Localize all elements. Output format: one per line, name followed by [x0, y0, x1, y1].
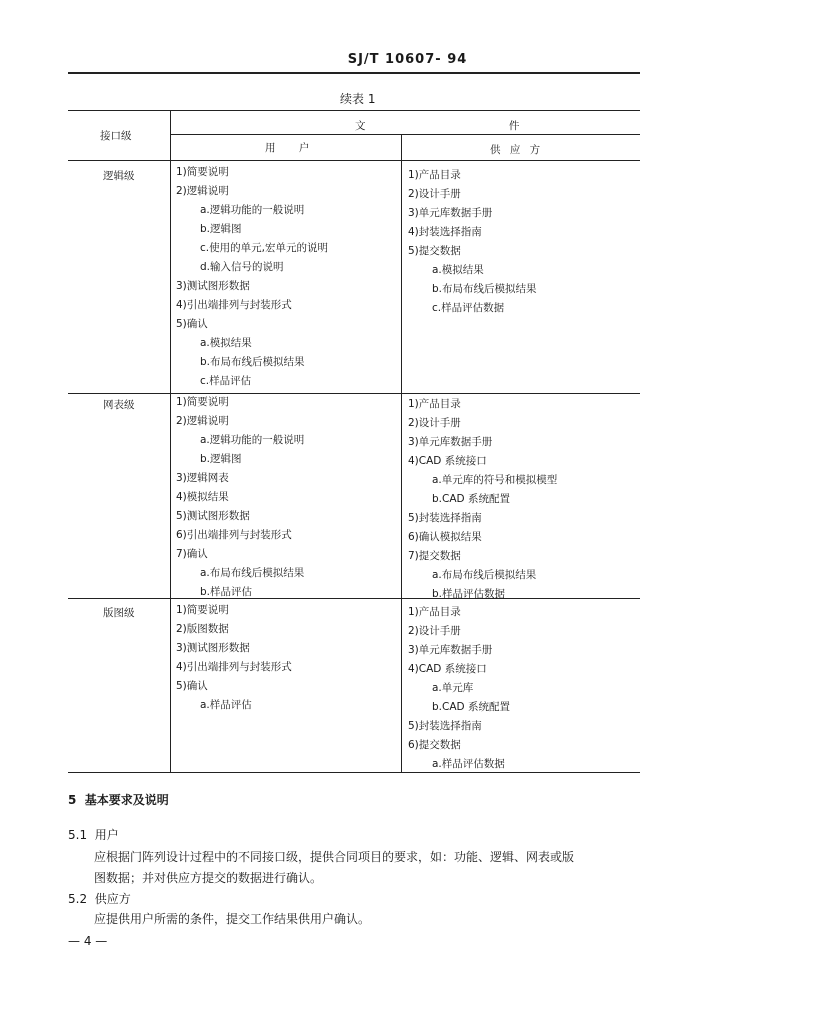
col-header-user: 用 户 [265, 142, 320, 154]
row-layout-supplier-items [408, 603, 510, 774]
table-top-rule [68, 110, 640, 111]
list-item: 2)设计手册 [408, 188, 461, 200]
list-item: b.样品评估数据 [432, 588, 506, 600]
list-item: 2)版图数据 [176, 623, 229, 635]
list-item: 1)简要说明 [176, 604, 229, 616]
list-item: 5)测试图形数据 [176, 510, 250, 522]
section-5-2-heading: 5.2 供应方 [68, 892, 131, 906]
list-item: 5)确认 [176, 680, 208, 692]
row1-bottom-rule [68, 393, 640, 394]
list-item: 4)模拟结果 [176, 491, 229, 503]
doc-subheader-rule [170, 134, 640, 135]
list-item: a.布局布线后模拟结果 [200, 567, 305, 579]
col-header-document: 文 件 [355, 120, 590, 132]
header-rule [68, 72, 640, 74]
section-5-1-text [68, 847, 640, 889]
list-item: 3)单元库数据手册 [408, 644, 493, 656]
row-level-netlist: 网表级 [103, 399, 135, 411]
list-item: 2)设计手册 [408, 417, 461, 429]
page-number: — 4 — [68, 934, 108, 948]
list-item: 6)提交数据 [408, 739, 461, 751]
list-item: 5)提交数据 [408, 245, 461, 257]
row-netlist-supplier-items [408, 395, 557, 604]
middle-vertical-rule [401, 134, 402, 772]
list-item: 6)确认模拟结果 [408, 531, 482, 543]
list-item: a.模拟结果 [200, 337, 252, 349]
list-item: a.逻辑功能的一般说明 [200, 204, 305, 216]
standard-code: SJ/T 10607- 94 [347, 52, 468, 67]
col-header-level: 接口级 [100, 130, 132, 142]
list-item: 7)提交数据 [408, 550, 461, 562]
list-item: 6)引出端排列与封装形式 [176, 529, 292, 541]
list-item: a.样品评估数据 [432, 758, 505, 770]
list-item: a.逻辑功能的一般说明 [200, 434, 305, 446]
list-item: 2)设计手册 [408, 625, 461, 637]
list-item: c.样品评估数据 [432, 302, 505, 314]
section-5-2-text: 应提供用户所需的条件，提交工作结果供用户确认。 [94, 912, 371, 926]
header-bottom-rule [68, 160, 640, 161]
list-item: 3)测试图形数据 [176, 280, 250, 292]
table-caption: 续表 1 [340, 92, 376, 106]
list-item: 5)确认 [176, 318, 208, 330]
list-item: a.样品评估 [200, 699, 252, 711]
section-5-heading: 5 基本要求及说明 [68, 793, 169, 807]
list-item: a.模拟结果 [432, 264, 484, 276]
paragraph-line: 应根据门阵列设计过程中的不同接口级，提供合同项目的要求，如：功能、逻辑、网表或版 [94, 850, 575, 864]
list-item: 2)逻辑说明 [176, 185, 229, 197]
paragraph-line: 图数据；并对供应方提交的数据进行确认。 [94, 871, 323, 885]
row-logic-user-items [176, 163, 328, 391]
list-item: 4)CAD 系统接口 [408, 455, 487, 467]
left-vertical-rule [170, 110, 171, 772]
list-item: 1)简要说明 [176, 166, 229, 178]
list-item: 3)逻辑网表 [176, 472, 229, 484]
list-item: d.输入信号的说明 [200, 261, 284, 273]
list-item: 3)单元库数据手册 [408, 436, 493, 448]
list-item: b.布局布线后模拟结果 [200, 356, 305, 368]
list-item: a.单元库的符号和模拟模型 [432, 474, 558, 486]
list-item: a.单元库 [432, 682, 474, 694]
list-item: 4)CAD 系统接口 [408, 663, 487, 675]
list-item: 3)测试图形数据 [176, 642, 250, 654]
row-level-layout: 版图级 [103, 607, 135, 619]
list-item: 1)产品目录 [408, 169, 461, 181]
list-item: b.逻辑图 [200, 453, 242, 465]
list-item: 5)封装选择指南 [408, 720, 482, 732]
list-item: b.样品评估 [200, 586, 253, 598]
list-item: 5)封装选择指南 [408, 512, 482, 524]
list-item: b.布局布线后模拟结果 [432, 283, 537, 295]
list-item: 2)逻辑说明 [176, 415, 229, 427]
row-layout-user-items [176, 601, 292, 715]
row-logic-supplier-items [408, 166, 537, 318]
list-item: c.样品评估 [200, 375, 252, 387]
row-level-logic: 逻辑级 [103, 170, 135, 182]
list-item: c.使用的单元,宏单元的说明 [200, 242, 328, 254]
list-item: 4)封装选择指南 [408, 226, 482, 238]
list-item: 7)确认 [176, 548, 208, 560]
table-bottom-rule [68, 772, 640, 773]
list-item: 4)引出端排列与封装形式 [176, 299, 292, 311]
col-header-supplier: 供 应 方 [490, 144, 544, 156]
list-item: 1)产品目录 [408, 398, 461, 410]
list-item: b.逻辑图 [200, 223, 242, 235]
list-item: 3)单元库数据手册 [408, 207, 493, 219]
list-item: 1)简要说明 [176, 396, 229, 408]
list-item: a.布局布线后模拟结果 [432, 569, 537, 581]
list-item: b.CAD 系统配置 [432, 493, 510, 505]
section-5-1-heading: 5.1 用户 [68, 828, 119, 842]
list-item: 1)产品目录 [408, 606, 461, 618]
list-item: 4)引出端排列与封装形式 [176, 661, 292, 673]
row-netlist-user-items [176, 393, 304, 602]
list-item: b.CAD 系统配置 [432, 701, 510, 713]
